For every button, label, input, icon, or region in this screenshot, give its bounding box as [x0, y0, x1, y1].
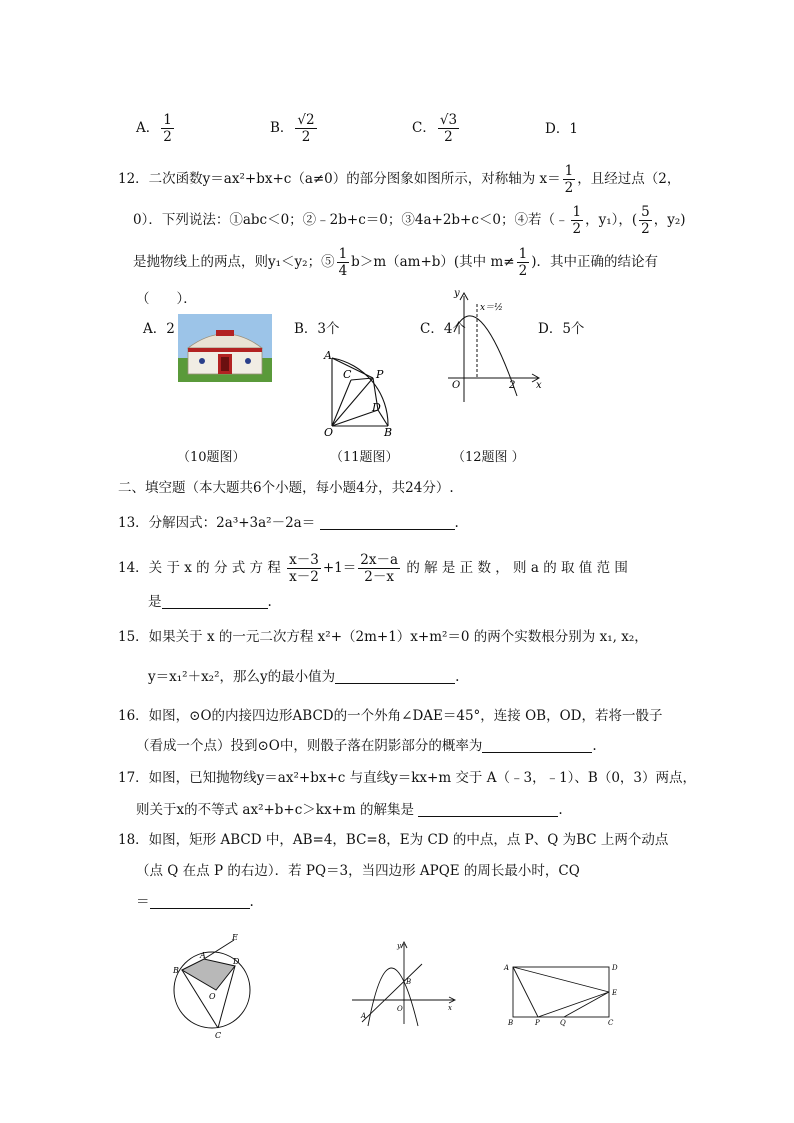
figure-18: [500, 958, 630, 1028]
yurt-roof-emblem: [216, 330, 234, 336]
fig18-label-q: Q: [560, 1019, 566, 1027]
q11-option-d: D．1: [545, 121, 578, 137]
q12-line1: 12．二次函数y＝ax²+bx+c（a≠0）的部分图象如图所示，对称轴为 x＝ $\frac{1}{2}$ ，且经过点（2，: [118, 163, 681, 196]
fig17-label-y: y: [397, 942, 401, 950]
q16-line2: （看成一个点）投到⊙O中，则骰子落在阴影部分的概率为 .: [136, 738, 597, 754]
q11-option-c: C． $\frac{√3}{2}$: [412, 112, 458, 145]
q11-option-a: A． $\frac{1}{2}$: [136, 112, 172, 145]
q13: 13．分解因式：2a³+3a²－2a＝ .: [118, 515, 459, 531]
q18-line2: （点 Q 在点 P 的右边）．若 PQ＝3，当四边形 APQE 的周长最小时，CQ: [136, 863, 580, 879]
q14-answer-blank[interactable]: [162, 594, 268, 609]
fig16-shaded-region: [182, 959, 235, 990]
fig11-label-p: P: [376, 368, 384, 381]
fig12-label-o: O: [452, 380, 461, 391]
caption-fig10: （10题图）: [177, 450, 246, 465]
fig18-label-c: C: [608, 1019, 614, 1027]
fig12-label-axis: x＝½: [480, 303, 503, 313]
fig11-label-b: B: [384, 426, 393, 438]
q18-answer-blank[interactable]: [150, 894, 250, 909]
fig16-label-e: E: [232, 933, 238, 942]
fig12-label-x: x: [536, 380, 542, 391]
q15-line2: y＝x₁²＋x₂²，那么y的最小值为 .: [148, 669, 460, 685]
caption-fig12: （12题图 ）: [452, 450, 525, 465]
fig16-label-a: A: [200, 951, 206, 960]
q12-answer-paren: （ ）．: [136, 291, 197, 307]
fig18-label-b: B: [508, 1019, 514, 1027]
fig17-label-a: A: [361, 1012, 367, 1020]
fig18-label-a: A: [504, 964, 510, 972]
figure-17: [346, 938, 460, 1030]
q12-option-b: B．3个: [294, 321, 340, 337]
section-2-heading: 二、填空题（本大题共6个小题，每小题4分，共24分）.: [118, 480, 454, 496]
fig17-label-x: x: [448, 1004, 452, 1012]
fig11-label-o: O: [324, 426, 334, 438]
q12-option-a: A．2: [143, 321, 175, 337]
q16-answer-blank[interactable]: [482, 738, 592, 753]
q12-line3: 是抛物线上的两点，则y₁＜y₂；⑤ $\frac{1}{4}$ b＞m（am+b）(其中 m≠ $\frac{1}{2}$ )．其中正确的结论有: [133, 246, 658, 279]
q15-line1: 15．如果关于 x 的一元二次方程 x²+（2m+1）x+m²＝0 的两个实数根分别为 x₁, x₂，: [118, 629, 648, 645]
caption-fig11: （11题图）: [330, 450, 399, 465]
fig16-label-o: O: [209, 992, 216, 1001]
fig17-line: [362, 964, 422, 1022]
q14-line1: 14．关 于 x 的 分 式 方 程 $\frac{x-3}{x-2}$ +1＝ $\frac{2x-a}{2-x}$ 的 解 是 正 数 ， 则 a 的 取 值 范 围: [118, 552, 628, 585]
fig17-label-b: B: [406, 978, 412, 986]
fig11-label-a: A: [324, 349, 332, 362]
q12-option-d: D．5个: [538, 321, 585, 337]
fig12-label-y: y: [454, 288, 460, 299]
fig11-label-c: C: [343, 368, 352, 381]
q17-line1: 17．如图，已知抛物线y＝ax²+bx+c 与直线y＝kx+m 交于 A（﹣3，﹣1）、B（0，3）两点，: [118, 770, 697, 786]
figure-12: [446, 284, 546, 402]
q14-line2: 是 .: [148, 594, 272, 610]
fig16-label-b: B: [173, 966, 179, 975]
fig11-label-d: D: [372, 401, 381, 414]
yurt-red-band: [188, 348, 262, 352]
fig12-label-2: 2: [509, 380, 516, 391]
fig17-label-o: O: [397, 1005, 403, 1013]
fig18-label-d: D: [612, 964, 618, 972]
fig16-label-c: C: [215, 1031, 222, 1040]
q12-option-c: C．4个: [420, 321, 466, 337]
figure-16: [168, 932, 258, 1042]
fig18-rectangle: [513, 967, 609, 1017]
q16-line1: 16．如图，⊙O的内接四边形ABCD的一个外角∠DAE＝45°，连接 OB，OD，若将一骰子: [118, 708, 663, 724]
yurt-photo: [178, 314, 272, 382]
q18-line1: 18．如图，矩形 ABCD 中，AB=4，BC=8，E为 CD 的中点，点 P、Q 为BC 上两个动点: [118, 832, 669, 848]
figure-11: [318, 348, 408, 438]
fig16-label-d: D: [233, 957, 240, 966]
q11-option-b: B． $\frac{√2}{2}$: [270, 112, 315, 145]
fig18-label-e: E: [612, 989, 618, 997]
fig17-parabola: [368, 968, 418, 1026]
fig12-parabola: [454, 316, 517, 396]
q17-answer-blank[interactable]: [418, 802, 558, 817]
q17-line2: 则关于x的不等式 ax²+b+c＞kx+m 的解集是 .: [136, 802, 563, 818]
q13-answer-blank[interactable]: [320, 515, 455, 530]
q18-line3: ＝ .: [136, 894, 254, 910]
fig18-label-p: P: [535, 1019, 540, 1027]
q15-answer-blank[interactable]: [335, 669, 455, 684]
q12-line2: 0）．下列说法：①abc＜0；②﹣2b+c＝0；③4a+2b+c＜0；④若（﹣ $\frac{1}{2}$ ，y₁），( $\frac{5}{2}$ ，y₂): [133, 204, 686, 237]
